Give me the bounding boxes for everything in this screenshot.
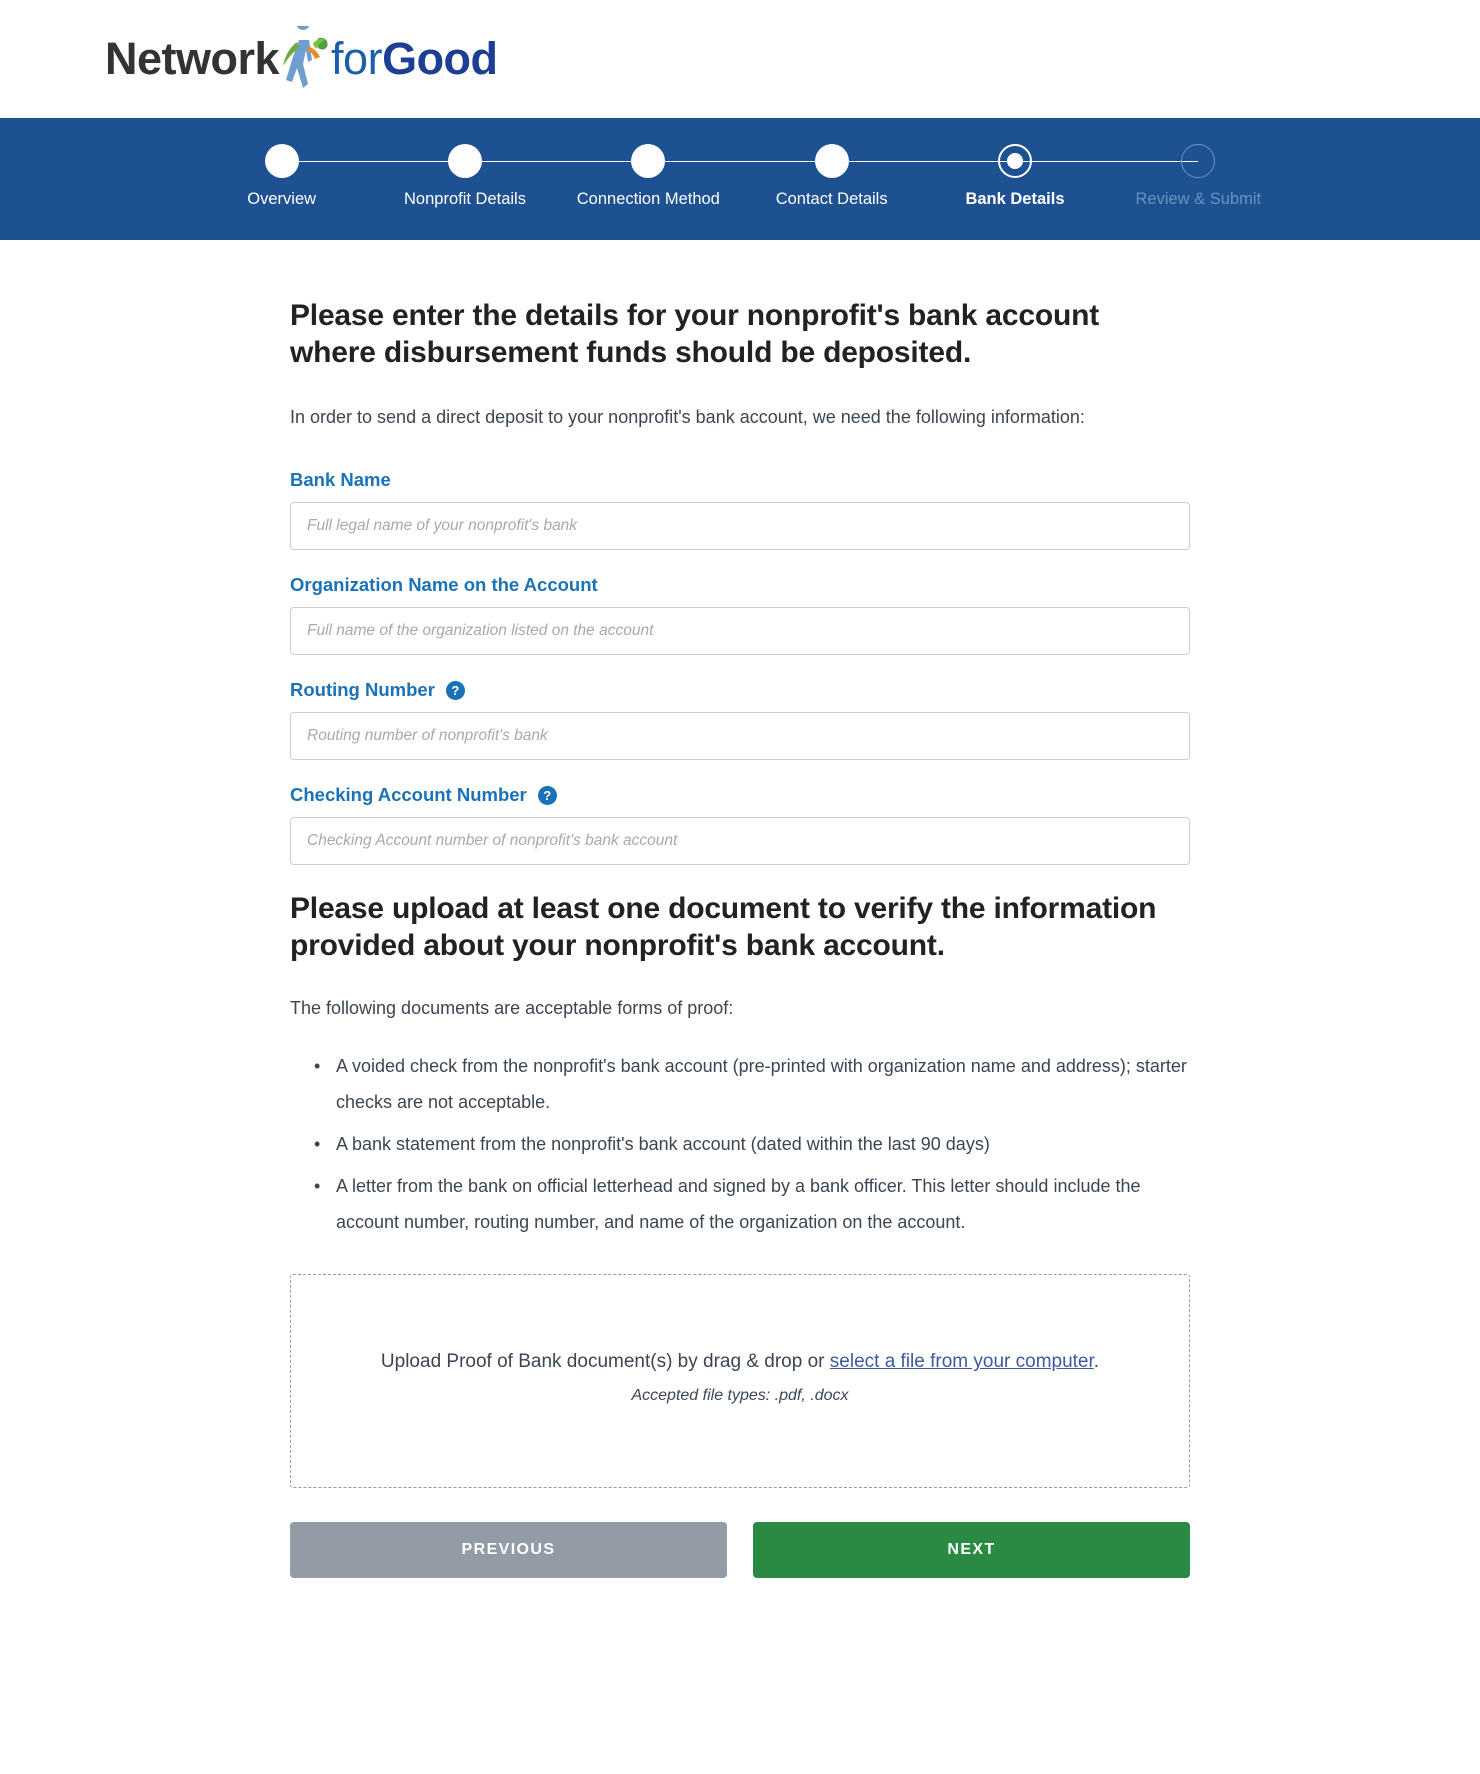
proof-intro-paragraph: The following documents are acceptable forms of proof: — [290, 998, 734, 1019]
step-overview[interactable] — [190, 144, 373, 209]
dropzone-text-before: Upload Proof of Bank document(s) by drag & drop or — [380, 1351, 830, 1373]
step-label: Contact Details — [775, 190, 888, 208]
list-item: • A letter from the bank on official letterhead and signed by a bank officer. This letter should include the account number, routing number, and name of the organization on the account. — [336, 1168, 1190, 1240]
step-bank-details[interactable] — [923, 144, 1106, 209]
logo-text-network: Network — [105, 33, 280, 84]
field-label-text: Routing Number — [290, 679, 435, 701]
site-header — [0, 0, 1480, 118]
step-dot-icon — [448, 144, 482, 178]
step-dot-icon — [815, 144, 849, 178]
step-dot-icon — [631, 144, 665, 178]
step-dot-icon — [998, 144, 1032, 178]
step-label: Connection Method — [576, 190, 720, 208]
step-contact-details[interactable] — [740, 144, 923, 209]
step-label: Review & Submit — [1135, 190, 1262, 208]
select-file-link[interactable]: select a file from your computer — [829, 1351, 1094, 1373]
next-button[interactable]: NEXT — [753, 1522, 1190, 1578]
field-routing-number — [290, 679, 1190, 760]
input-bank-name[interactable] — [290, 502, 1190, 550]
field-label-text: Organization Name on the Account — [290, 574, 598, 596]
step-label: Nonprofit Details — [404, 190, 526, 208]
logo-text-good: Good — [382, 33, 498, 84]
input-routing-number[interactable] — [290, 712, 1190, 760]
bank-details-form — [290, 469, 1190, 865]
step-label: Overview — [247, 190, 317, 208]
dropzone-instructions — [381, 1351, 1099, 1373]
step-dot-icon — [265, 144, 299, 178]
form-navigation-buttons — [290, 1522, 1190, 1638]
dropzone-text-after: . — [1093, 1351, 1100, 1373]
list-item: • A voided check from the nonprofit's bank account (pre-printed with organization name and address); starter checks are not acceptable. — [336, 1048, 1190, 1120]
step-nonprofit-details[interactable] — [373, 144, 556, 209]
file-dropzone[interactable] — [290, 1274, 1190, 1488]
help-question-icon[interactable]: ? — [446, 681, 465, 700]
step-label: Bank Details — [965, 190, 1065, 208]
logo-text-for: for — [331, 33, 383, 84]
person-with-plant-icon — [275, 26, 329, 92]
accepted-file-types: Accepted file types: .pdf, .docx — [631, 1387, 849, 1405]
help-question-icon[interactable]: ? — [538, 786, 557, 805]
input-organization-name-on-the-account[interactable] — [290, 607, 1190, 655]
page-title: Please enter the details for your nonprofit's bank account where disbursement funds should be deposited. — [290, 299, 1100, 369]
upload-section-title: Please upload at least one document to verify the information provided about your nonprofit's bank account. — [290, 892, 1157, 962]
field-label-text: Bank Name — [290, 469, 391, 491]
list-item: • A bank statement from the nonprofit's bank account (dated within the last 90 days) — [336, 1126, 1190, 1162]
label-bank-name — [290, 469, 1190, 491]
progress-stepper — [0, 118, 1480, 240]
field-bank-name — [290, 469, 1190, 550]
field-organization-name-on-the-account — [290, 574, 1190, 655]
step-dot-icon — [1181, 144, 1215, 178]
step-review-submit[interactable] — [1107, 144, 1290, 209]
input-checking-account-number[interactable] — [290, 817, 1190, 865]
step-connection-method[interactable] — [557, 144, 740, 209]
main-content — [290, 240, 1190, 1638]
intro-paragraph: In order to send a direct deposit to your nonprofit's bank account, we need the following information: — [290, 407, 1085, 428]
label-organization-name-on-the-account — [290, 574, 1190, 596]
label-checking-account-number — [290, 784, 1190, 806]
previous-button[interactable]: PREVIOUS — [290, 1522, 727, 1578]
network-for-good-logo[interactable] — [105, 24, 498, 94]
acceptable-proof-list — [290, 1048, 1190, 1240]
field-label-text: Checking Account Number — [290, 784, 527, 806]
field-checking-account-number — [290, 784, 1190, 865]
label-routing-number — [290, 679, 1190, 701]
